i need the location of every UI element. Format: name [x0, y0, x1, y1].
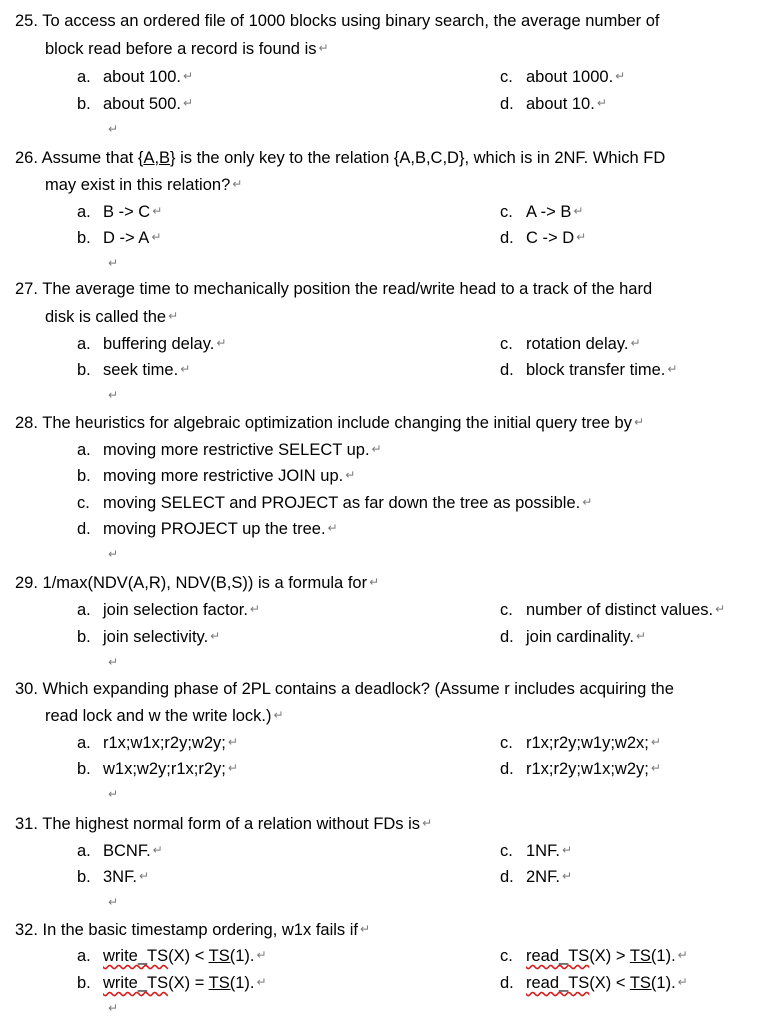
option-d [500, 757, 661, 780]
blank-line [106, 783, 118, 806]
option-text: about 100. [103, 68, 181, 86]
option-a [77, 598, 260, 621]
option-letter: d. [500, 229, 514, 247]
question-stem-line2 [45, 37, 329, 60]
option-text: (X) < [589, 974, 630, 992]
stem-line-2: may exist in this relation? [45, 176, 231, 194]
option-letter: d. [500, 95, 514, 113]
option-letter: a. [77, 441, 91, 459]
paragraph-mark-icon: ↵ [677, 948, 688, 962]
option-c [500, 332, 641, 355]
option-letter: d. [77, 520, 91, 538]
question-number: 31. [15, 815, 38, 833]
option-letter: c. [500, 203, 513, 221]
option-a [77, 731, 238, 754]
option-text: (X) = [168, 974, 209, 992]
question-stem [15, 678, 674, 700]
paragraph-mark-icon: ↵ [677, 975, 688, 989]
stem-line-1: The highest normal form of a relation without FDs is [42, 815, 421, 833]
option-letter: a. [77, 68, 91, 86]
option-b [77, 971, 267, 994]
option-a [77, 944, 267, 967]
paragraph-mark-icon: ↵ [369, 575, 380, 589]
option-letter: c. [500, 842, 513, 860]
question-number: 30. [15, 680, 38, 698]
paragraph-mark-icon: ↵ [633, 415, 645, 429]
option-text: 1). [235, 974, 255, 992]
option-text: r1x;w1x;r2y;w2y; [103, 734, 226, 752]
option-c [500, 200, 583, 223]
option-letter: a. [77, 947, 91, 965]
option-letter: a. [77, 734, 91, 752]
paragraph-mark-icon: ↵ [273, 708, 284, 722]
paragraph-mark-icon: ↵ [180, 362, 191, 376]
paragraph-mark-icon: ↵ [227, 735, 238, 749]
paragraph-mark-icon: ↵ [371, 442, 382, 456]
question-stem-line2 [45, 704, 284, 727]
question-number: 32. [15, 921, 38, 939]
option-letter: b. [77, 361, 91, 379]
option-letter: d. [500, 760, 514, 778]
option-letter: d. [500, 361, 514, 379]
option-text: moving more restrictive JOIN up. [103, 467, 344, 485]
option-text: A -> B [526, 203, 572, 221]
option-letter: a. [77, 203, 91, 221]
paragraph-mark-icon: ↵ [596, 96, 607, 110]
option-b [77, 757, 238, 780]
option-text: about 10. [526, 95, 595, 113]
question-stem [15, 278, 652, 300]
paragraph-mark-icon: ↵ [151, 230, 162, 244]
option-letter: a. [77, 842, 91, 860]
spellcheck-word: read_TS [526, 974, 590, 992]
option-c [500, 839, 572, 862]
option-a [77, 200, 162, 223]
option-text: moving more restrictive SELECT up. [103, 441, 370, 459]
paragraph-mark-icon: ↵ [360, 922, 371, 936]
paragraph-mark-icon: ↵ [227, 761, 238, 775]
paragraph-mark-icon: ↵ [108, 895, 119, 909]
option-text: 1). [235, 947, 255, 965]
paragraph-mark-icon: ↵ [249, 602, 260, 616]
option-text: r1x;r2y;w1x;w2y; [526, 760, 649, 778]
option-letter: b. [77, 229, 91, 247]
stem-text: } is the only key to the relation {A,B,C,D}, which is in 2NF. Which FD [170, 149, 666, 167]
paragraph-mark-icon: ↵ [561, 869, 572, 883]
option-text: about 500. [103, 95, 181, 113]
option-text: D -> A [103, 229, 150, 247]
option-c [500, 944, 688, 967]
question-number: 27. [15, 280, 38, 298]
stem-line-2: disk is called the [45, 308, 167, 326]
option-letter: a. [77, 335, 91, 353]
blank-line [106, 118, 118, 141]
option-a [77, 839, 163, 862]
option-letter: b. [77, 868, 91, 886]
option-b [77, 358, 190, 381]
blank-line [106, 651, 118, 674]
option-letter: d. [500, 868, 514, 886]
blank-line [106, 997, 118, 1020]
option-letter: b. [77, 760, 91, 778]
option-text: moving PROJECT up the tree. [103, 520, 326, 538]
option-letter: c. [500, 68, 513, 86]
paragraph-mark-icon: ↵ [152, 843, 163, 857]
question-number: 25. [15, 12, 38, 30]
option-text: number of distinct values. [526, 601, 714, 619]
stem-text: Assume that { [41, 149, 144, 167]
option-letter: d. [500, 628, 514, 646]
option-letter: c. [500, 947, 513, 965]
option-letter: b. [77, 628, 91, 646]
paragraph-mark-icon: ↵ [138, 869, 149, 883]
paragraph-mark-icon: ↵ [108, 388, 119, 402]
stem-line-1: The heuristics for algebraic optimization include changing the initial query tree by [42, 414, 632, 432]
option-c [77, 491, 592, 514]
paragraph-mark-icon: ↵ [108, 122, 119, 136]
option-text: 1NF. [526, 842, 560, 860]
stem-line-1: In the basic timestamp ordering, w1x fails if [42, 921, 358, 939]
option-text: buffering delay. [103, 335, 215, 353]
stem-line-2: read lock and w the write lock.) [45, 707, 272, 725]
option-text: B -> C [103, 203, 151, 221]
paragraph-mark-icon: ↵ [256, 975, 267, 989]
option-text: w1x;w2y;r1x;r2y; [103, 760, 226, 778]
option-letter: c. [77, 494, 90, 512]
option-letter: a. [77, 601, 91, 619]
option-text: (X) < [168, 947, 209, 965]
option-text: moving SELECT and PROJECT as far down the tree as possible. [103, 494, 581, 512]
paragraph-mark-icon: ↵ [108, 655, 119, 669]
spellcheck-word: write_TS [103, 947, 169, 965]
underlined-text: TS( [629, 974, 657, 992]
option-c [500, 65, 625, 88]
option-b [77, 865, 149, 888]
option-c [500, 598, 725, 621]
option-text: join selection factor. [103, 601, 248, 619]
question-stem [15, 10, 660, 32]
option-text: 1). [656, 974, 676, 992]
paragraph-mark-icon: ↵ [327, 521, 338, 535]
blank-line [106, 891, 118, 914]
option-text: 1). [656, 947, 676, 965]
option-letter: c. [500, 734, 513, 752]
option-text: rotation delay. [526, 335, 629, 353]
paragraph-mark-icon: ↵ [232, 177, 243, 191]
stem-line-2: block read before a record is found is [45, 40, 317, 58]
paragraph-mark-icon: ↵ [561, 843, 572, 857]
option-d [500, 358, 677, 381]
option-b [77, 92, 193, 115]
option-d [500, 226, 586, 249]
paragraph-mark-icon: ↵ [345, 468, 356, 482]
option-letter: b. [77, 95, 91, 113]
question-stem [15, 147, 665, 169]
option-b [77, 625, 220, 648]
paragraph-mark-icon: ↵ [152, 204, 163, 218]
stem-line-1: The average time to mechanically position the read/write head to a track of the hard [42, 280, 653, 298]
question-number: 29. [15, 574, 38, 592]
option-a [77, 438, 382, 461]
paragraph-mark-icon: ↵ [108, 547, 119, 561]
option-b [77, 226, 161, 249]
paragraph-mark-icon: ↵ [108, 1001, 119, 1015]
option-d [500, 92, 607, 115]
question-number: 26. [15, 149, 38, 167]
option-text: 2NF. [526, 868, 560, 886]
blank-line [106, 384, 118, 407]
option-text: C -> D [526, 229, 575, 247]
paragraph-mark-icon: ↵ [183, 96, 194, 110]
paragraph-mark-icon: ↵ [715, 602, 726, 616]
option-letter: d. [500, 974, 514, 992]
option-d [77, 517, 338, 540]
stem-line-1: 1/max(NDV(A,R), NDV(B,S)) is a formula for [42, 574, 368, 592]
option-a [77, 332, 226, 355]
question-number: 28. [15, 414, 38, 432]
paragraph-mark-icon: ↵ [318, 41, 329, 55]
option-text: join selectivity. [103, 628, 209, 646]
question-stem [15, 918, 370, 941]
question-stem [15, 411, 644, 434]
option-letter: c. [500, 335, 513, 353]
paragraph-mark-icon: ↵ [573, 204, 584, 218]
paragraph-mark-icon: ↵ [582, 495, 593, 509]
spellcheck-word: write_TS [103, 974, 169, 992]
paragraph-mark-icon: ↵ [108, 256, 119, 270]
blank-line [106, 543, 118, 566]
spellcheck-word: read_TS [526, 947, 590, 965]
underlined-text: TS( [208, 947, 236, 965]
option-d [500, 865, 572, 888]
paragraph-mark-icon: ↵ [210, 629, 221, 643]
paragraph-mark-icon: ↵ [650, 761, 661, 775]
stem-line-1: Which expanding phase of 2PL contains a deadlock? (Assume r includes acquiring the [42, 680, 674, 698]
underlined-text: TS( [208, 974, 236, 992]
option-b [77, 464, 355, 487]
option-d [500, 971, 688, 994]
paragraph-mark-icon: ↵ [256, 948, 267, 962]
paragraph-mark-icon: ↵ [422, 816, 433, 830]
key-underlined: A,B [143, 149, 171, 167]
paragraph-mark-icon: ↵ [183, 69, 194, 83]
question-stem-line2 [45, 305, 178, 328]
option-letter: b. [77, 974, 91, 992]
paragraph-mark-icon: ↵ [667, 362, 678, 376]
option-letter: c. [500, 601, 513, 619]
question-stem-line2 [45, 173, 242, 196]
option-text: r1x;r2y;w1y;w2x; [526, 734, 649, 752]
underlined-text: TS( [629, 947, 657, 965]
paragraph-mark-icon: ↵ [168, 309, 179, 323]
paragraph-mark-icon: ↵ [635, 629, 646, 643]
paragraph-mark-icon: ↵ [216, 336, 227, 350]
paragraph-mark-icon: ↵ [630, 336, 641, 350]
stem-line-1: To access an ordered file of 1000 blocks using binary search, the average number of [42, 12, 660, 30]
option-text: 3NF. [103, 868, 137, 886]
paragraph-mark-icon: ↵ [108, 787, 119, 801]
option-text: join cardinality. [526, 628, 634, 646]
blank-line [106, 252, 118, 275]
option-a [77, 65, 193, 88]
option-text: block transfer time. [526, 361, 666, 379]
option-text: BCNF. [103, 842, 151, 860]
paragraph-mark-icon: ↵ [615, 69, 626, 83]
option-text: seek time. [103, 361, 179, 379]
option-text: about 1000. [526, 68, 614, 86]
option-c [500, 731, 661, 754]
paragraph-mark-icon: ↵ [576, 230, 587, 244]
paragraph-mark-icon: ↵ [650, 735, 661, 749]
question-stem [15, 571, 379, 594]
option-letter: b. [77, 467, 91, 485]
option-text: (X) > [589, 947, 630, 965]
option-d [500, 625, 646, 648]
question-stem [15, 812, 432, 835]
